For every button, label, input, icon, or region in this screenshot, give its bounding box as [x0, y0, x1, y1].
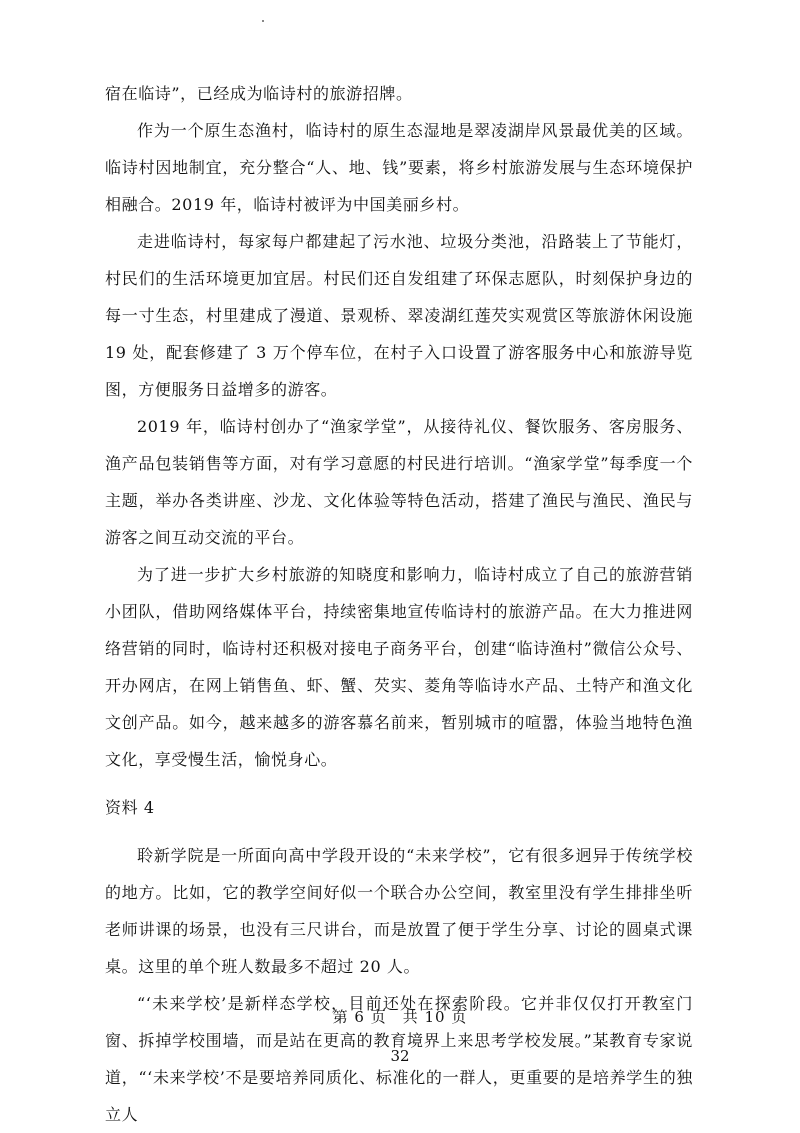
- paragraph: 走进临诗村，每家每户都建起了污水池、垃圾分类池，沿路装上了节能灯，村民们的生活环境更加宜居。村民们还自发组建了环保志愿队，时刻保护身边的每一寸生态，村里建成了漫道、景观桥、翠凌湖红莲芡实观赏区等旅游休闲设施 19 处，配套修建了 3 万个停车位，在村子入口设置了游客服务中心和旅游导览图，方便服务日益增多的游客。: [105, 232, 693, 399]
- paragraph: 作为一个原生态渔村，临诗村的原生态湿地是翠凌湖岸风景最优美的区域。临诗村因地制宜，充分整合“人、地、钱”要素，将乡村旅游发展与生态环境保护相融合。2019 年，临诗村被评为中国美丽乡村。: [105, 121, 693, 214]
- page-number: 32: [390, 1047, 410, 1065]
- paragraph: 聆新学院是一所面向高中学段开设的“未来学校”，它有很多迥异于传统学校的地方。比如，它的教学空间好似一个联合办公空间，教室里没有学生排排坐听老师讲课的场景，也没有三尺讲台，而是放置了便于学生分享、讨论的圆桌式课桌。这里的单个班人数最多不超过 20 人。: [105, 846, 693, 976]
- section-heading: 资料 4: [105, 798, 155, 817]
- paragraph: “‘未来学校’是新样态学校，目前还处在探索阶段。它并非仅仅打开教室门窗、拆掉学校围墙，而是站在更高的教育境界上来思考学校发展。”某教育专家说道，“‘未来学校’不是要培养同质化、标准化的一群人，更重要的是培养学生的独立人: [105, 994, 693, 1124]
- document-body: [105, 75, 693, 1133]
- paragraph-continuation: 宿在临诗”，已经成为临诗村的旅游招牌。: [105, 84, 413, 103]
- paragraph: 为了进一步扩大乡村旅游的知晓度和影响力，临诗村成立了自己的旅游营销小团队，借助网络媒体平台，持续密集地宣传临诗村的旅游产品。在大力推进网络营销的同时，临诗村还积极对接电子商务平台，创建“临诗渔村”微信公众号、开办网店，在网上销售鱼、虾、蟹、芡实、菱角等临诗水产品、土特产和渔文化文创产品。如今，越来越多的游客慕名前来，暂别城市的喧嚣，体验当地特色渔文化，享受慢生活，愉悦身心。: [105, 565, 693, 769]
- page-counter: 第 6 页 共 10 页: [332, 1008, 468, 1026]
- scan-speck: [262, 20, 264, 22]
- paragraph: 2019 年，临诗村创办了“渔家学堂”，从接待礼仪、餐饮服务、客房服务、渔产品包装销售等方面，对有学习意愿的村民进行培训。“渔家学堂”每季度一个主题，举办各类讲座、沙龙、文化体验等特色活动，搭建了渔民与渔民、渔民与游客之间互动交流的平台。: [105, 417, 693, 547]
